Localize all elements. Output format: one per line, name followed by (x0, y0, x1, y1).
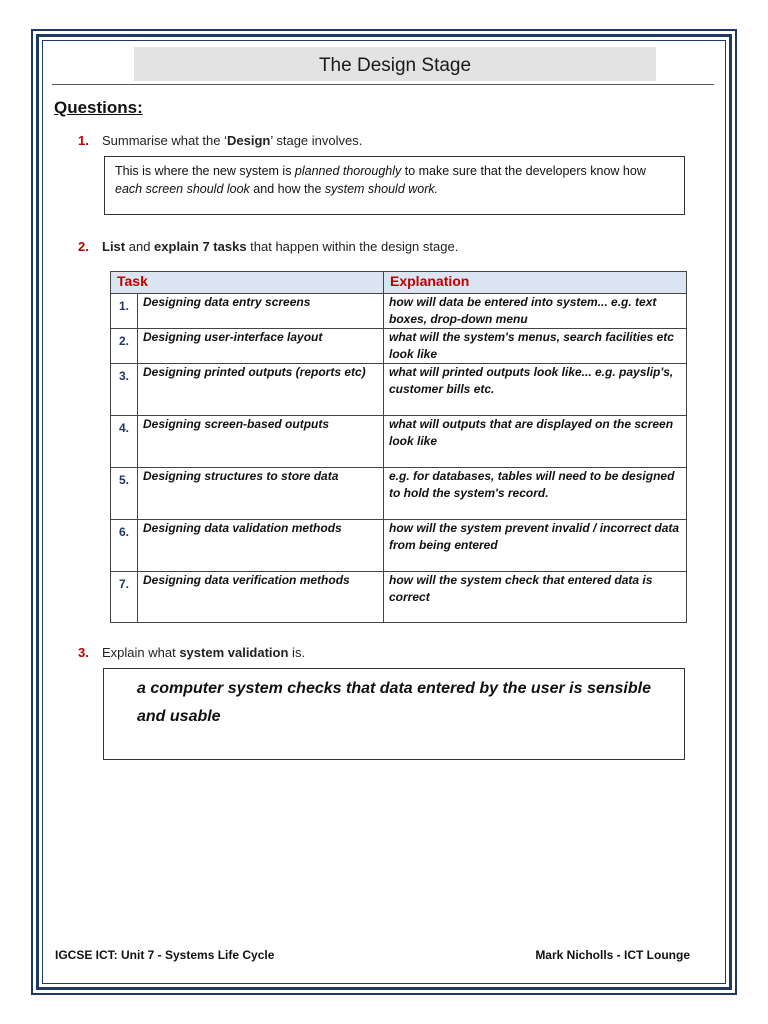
question-3-number: 3. (78, 645, 89, 660)
row-number: 7. (111, 572, 138, 623)
answer-1-part: and how the (249, 182, 325, 196)
explanation-cell[interactable]: what will outputs that are displayed on the screen look like (384, 416, 687, 468)
task-cell[interactable]: Designing data validation methods (138, 520, 384, 572)
answer-1-emphasis: planned thoroughly (294, 164, 402, 178)
footer-author: Mark Nicholls - ICT Lounge (535, 948, 690, 962)
task-cell[interactable]: Designing data entry screens (138, 294, 384, 329)
explanation-cell[interactable]: how will data be entered into system... e.g. text boxes, drop-down menu (384, 294, 687, 329)
question-2-text: and (125, 239, 155, 254)
table-row (111, 329, 687, 364)
task-cell[interactable]: Designing screen-based outputs (138, 416, 384, 468)
question-1-text-bold: Design (227, 133, 271, 148)
question-3-text: Explain what (102, 645, 180, 660)
question-1-text-post: ’ stage involves. (270, 133, 363, 148)
task-cell[interactable]: Designing structures to store data (138, 468, 384, 520)
answer-1-emphasis: each screen should look (115, 182, 250, 196)
question-2-text-bold: List (102, 239, 126, 254)
table-row (111, 468, 687, 520)
table-row (111, 572, 687, 623)
table-row (111, 294, 687, 329)
table-row (111, 364, 687, 416)
question-2-text: that happen within the design stage. (246, 239, 459, 254)
question-1-number: 1. (78, 133, 89, 148)
row-number: 1. (111, 294, 138, 329)
explanation-cell[interactable]: e.g. for databases, tables will need to be designed to hold the system's record. (384, 468, 687, 520)
explanation-cell[interactable]: how will the system check that entered data is correct (384, 572, 687, 623)
table-row (111, 416, 687, 468)
footer-unit: IGCSE ICT: Unit 7 - Systems Life Cycle (55, 948, 275, 962)
task-cell[interactable]: Designing data verification methods (138, 572, 384, 623)
row-number: 3. (111, 364, 138, 416)
question-2 (78, 239, 458, 254)
question-1 (78, 133, 362, 148)
question-2-number: 2. (78, 239, 89, 254)
question-3 (78, 645, 305, 660)
header-explanation: Explanation (384, 272, 687, 294)
explanation-cell[interactable]: how will the system prevent invalid / incorrect data from being entered (384, 520, 687, 572)
explanation-cell[interactable]: what will the system's menus, search facilities etc look like (384, 329, 687, 364)
header-task: Task (111, 272, 384, 294)
row-number: 5. (111, 468, 138, 520)
question-3-text: is. (288, 645, 306, 660)
explanation-cell[interactable]: what will printed outputs look like... e.g. payslip's, customer bills etc. (384, 364, 687, 416)
answer-1-part: to make sure that the developers know how (401, 164, 646, 178)
row-number: 6. (111, 520, 138, 572)
answer-1-part: This is where the new system is (115, 164, 295, 178)
table-header-row (111, 272, 687, 294)
question-1-text-pre: Summarise what the ‘ (102, 133, 227, 148)
question-2-text-bold: explain 7 tasks (154, 239, 247, 254)
task-cell[interactable]: Designing printed outputs (reports etc) (138, 364, 384, 416)
table-row (111, 520, 687, 572)
page-title: The Design Stage (134, 47, 656, 81)
answer-box-3[interactable]: a computer system checks that data entered by the user is sensible and usable (103, 668, 685, 760)
task-cell[interactable]: Designing user-interface layout (138, 329, 384, 364)
title-divider (52, 84, 714, 85)
tasks-table (110, 271, 687, 623)
answer-1-emphasis: system should work. (324, 182, 439, 196)
row-number: 4. (111, 416, 138, 468)
question-3-text-bold: system validation (179, 645, 289, 660)
answer-box-1[interactable] (104, 156, 685, 215)
row-number: 2. (111, 329, 138, 364)
questions-heading: Questions: (54, 98, 143, 117)
